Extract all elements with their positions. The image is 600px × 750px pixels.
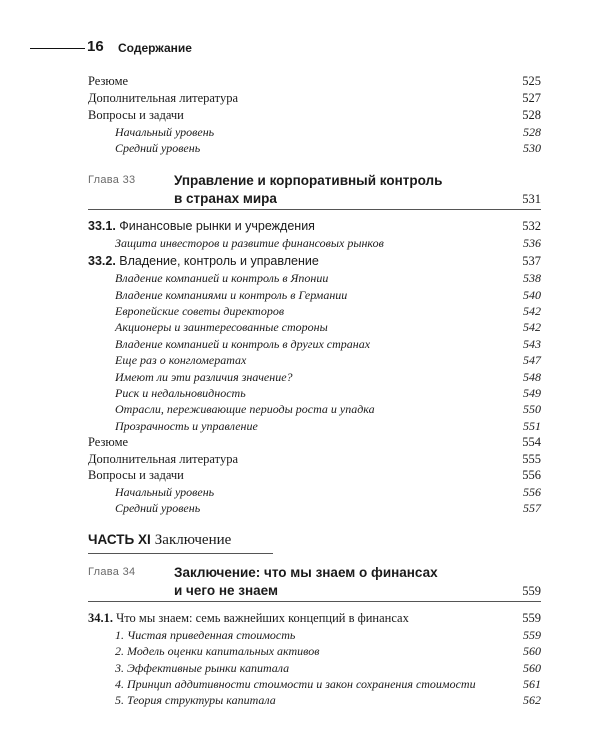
chapter-33-heading[interactable] (88, 172, 541, 208)
toc-entry-title: 1. Чистая приведенная стоимость (115, 628, 296, 642)
running-title: Содержание (118, 41, 192, 55)
toc-entry-title: Риск и недальновидность (115, 386, 246, 400)
toc-entry-page: 548 (523, 370, 541, 384)
toc-entry[interactable] (88, 74, 541, 90)
toc-entry-title: Владение, контроль и управление (119, 254, 319, 268)
toc-entry-title: Защита инвесторов и развитие финансовых рынков (115, 236, 384, 250)
page-number: 16 (87, 38, 104, 55)
toc-entry-page: 550 (523, 402, 541, 416)
toc-entry-title: 3. Эффективные рынки капитала (115, 661, 290, 675)
chapter-title-line2: в странах мира (174, 191, 277, 206)
toc-entry-page: 542 (523, 320, 541, 334)
toc-entry[interactable] (88, 108, 541, 124)
part-title: Заключение (154, 532, 232, 548)
toc-entry-page: 543 (523, 337, 541, 351)
toc-entry-page: 560 (523, 644, 541, 658)
toc-entry-page: 562 (523, 693, 541, 707)
toc-entry-title: Еще раз о конгломератах (115, 353, 247, 367)
toc-entry-title: Резюме (88, 435, 129, 449)
toc-entry-page: 536 (523, 236, 541, 250)
toc-subentry[interactable] (115, 644, 541, 660)
toc-entry-title: Владение компаниями и контроль в Германии (115, 288, 348, 302)
toc-entry[interactable] (88, 435, 541, 451)
toc-entry-page: 528 (523, 125, 541, 139)
toc-subentry[interactable] (115, 419, 541, 435)
part-rule (88, 553, 273, 554)
toc-entry-page: 537 (522, 254, 541, 268)
toc-entry-title: Средний уровень (115, 141, 201, 155)
toc-entry-page: 557 (523, 501, 541, 515)
toc-subentry[interactable] (115, 125, 541, 141)
toc-entry-title: Отрасли, переживающие периоды роста и упадка (115, 402, 375, 416)
toc-entry-title: 5. Теория структуры капитала (115, 693, 276, 707)
toc-subentry[interactable] (115, 501, 541, 517)
toc-entry-title: Дополнительная литература (88, 91, 238, 105)
chapter-page: 531 (522, 192, 541, 206)
toc-subentry[interactable] (115, 693, 541, 709)
toc-entry[interactable] (88, 91, 541, 107)
toc-subentry[interactable] (115, 141, 541, 157)
toc-section[interactable] (88, 611, 541, 627)
toc-section[interactable] (88, 254, 541, 270)
toc-entry-page: 554 (522, 435, 541, 449)
toc-entry-page: 528 (522, 108, 541, 122)
toc-entry-title: Владение компанией и контроль в Японии (115, 271, 329, 285)
toc-subentry[interactable] (115, 386, 541, 402)
toc-entry-page: 561 (523, 677, 541, 691)
toc-subentry[interactable] (115, 353, 541, 369)
toc-entry-page: 559 (522, 611, 541, 625)
toc-entry-title: Европейские советы директоров (115, 304, 285, 318)
toc-entry-page: 551 (523, 419, 541, 433)
toc-entry-page: 555 (522, 452, 541, 466)
toc-entry-page: 547 (523, 353, 541, 367)
toc-entry-page: 540 (523, 288, 541, 302)
toc-entry-title: 2. Модель оценки капитальных активов (115, 644, 320, 658)
toc-entry-title: Дополнительная литература (88, 452, 238, 466)
toc-entry-title: Акционеры и заинтересованные стороны (115, 320, 328, 334)
toc-subentry[interactable] (115, 337, 541, 353)
toc-entry-title: Резюме (88, 74, 129, 88)
toc-subentry[interactable] (115, 304, 541, 320)
chapter-label: Глава 34 (88, 566, 136, 578)
toc-section[interactable] (88, 219, 541, 235)
toc-subentry[interactable] (115, 628, 541, 644)
chapter-page: 559 (522, 584, 541, 598)
toc-entry[interactable] (88, 468, 541, 484)
toc-subentry[interactable] (115, 288, 541, 304)
toc-entry-page: 542 (523, 304, 541, 318)
toc-entry-title: Средний уровень (115, 501, 201, 515)
toc-entry-page: 559 (523, 628, 541, 642)
toc-entry-title: Вопросы и задачи (88, 108, 184, 122)
toc-subentry[interactable] (115, 402, 541, 418)
toc-entry-title: Имеют ли эти различия значение? (115, 370, 293, 384)
section-number: 33.2. (88, 254, 116, 268)
header-rule (30, 48, 85, 49)
chapter-title-line2: и чего не знаем (174, 583, 278, 598)
toc-subentry[interactable] (115, 236, 541, 252)
chapter-label: Глава 33 (88, 174, 136, 186)
toc-subentry[interactable] (115, 677, 541, 693)
chapter-rule (88, 601, 541, 602)
toc-subentry[interactable] (115, 370, 541, 386)
toc-entry-page: 527 (522, 91, 541, 105)
part-label: ЧАСТЬ XI (88, 532, 151, 547)
toc-entry-title: Вопросы и задачи (88, 468, 184, 482)
toc-entry-title: Начальный уровень (115, 485, 215, 499)
toc-entry-title: Финансовые рынки и учреждения (119, 219, 315, 233)
toc-entry-title: 4. Принцип аддитивности стоимости и закон сохранения стоимости (115, 677, 476, 691)
toc-entry-title: Владение компанией и контроль в других странах (115, 337, 371, 351)
toc-entry-page: 556 (522, 468, 541, 482)
toc-entry-page: 549 (523, 386, 541, 400)
chapter-rule (88, 209, 541, 210)
toc-entry-page: 525 (522, 74, 541, 88)
toc-subentry[interactable] (115, 271, 541, 287)
toc-entry-title: Начальный уровень (115, 125, 215, 139)
section-number: 33.1. (88, 219, 116, 233)
toc-entry-page: 532 (522, 219, 541, 233)
chapter-34-heading[interactable] (88, 564, 541, 600)
toc-subentry[interactable] (115, 485, 541, 501)
toc-subentry[interactable] (115, 320, 541, 336)
chapter-title-line1: Управление и корпоративный контроль (174, 173, 443, 188)
chapter-title-line1: Заключение: что мы знаем о финансах (174, 565, 438, 580)
toc-entry[interactable] (88, 452, 541, 468)
toc-entry-page: 556 (523, 485, 541, 499)
toc-subentry[interactable] (115, 661, 541, 677)
toc-entry-page: 530 (523, 141, 541, 155)
toc-entry-page: 538 (523, 271, 541, 285)
part-11-heading[interactable] (88, 531, 231, 553)
toc-entry-page: 560 (523, 661, 541, 675)
section-number: 34.1. (88, 611, 113, 625)
toc-entry-title: Прозрачность и управление (115, 419, 258, 433)
toc-entry-title: Что мы знаем: семь важнейших концепций в финансах (116, 611, 409, 625)
